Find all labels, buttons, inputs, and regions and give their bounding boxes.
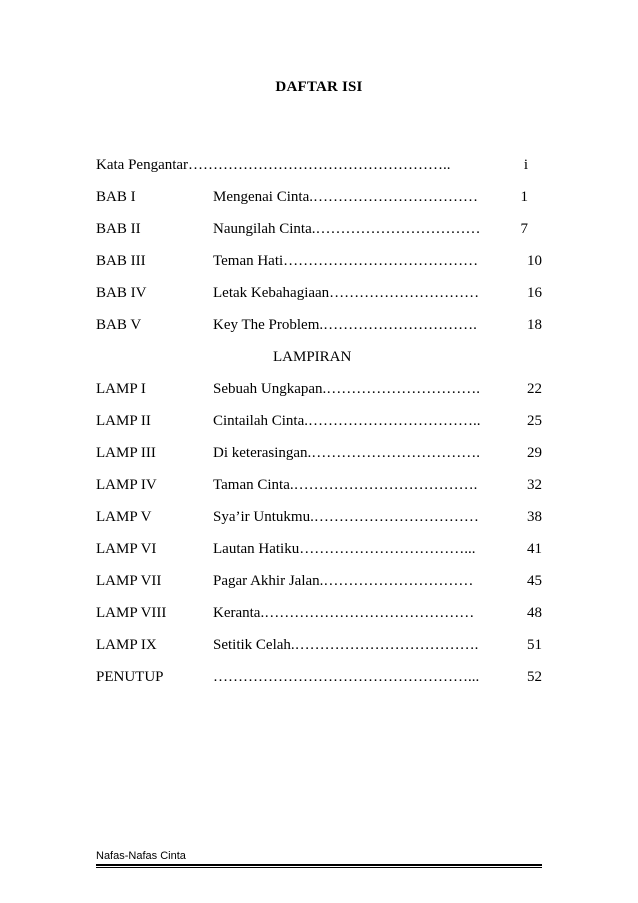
- toc-row-chapter: [96, 220, 542, 252]
- toc-chapter-label: BAB III: [96, 253, 146, 269]
- table-of-contents: [96, 156, 542, 700]
- toc-appendix-label: LAMP III: [96, 445, 156, 461]
- toc-page-number: 41: [527, 541, 542, 557]
- toc-page-number: 25: [527, 413, 542, 429]
- toc-page-number: i: [523, 157, 528, 173]
- toc-page-number: 32: [527, 477, 542, 493]
- toc-page-number: 10: [527, 253, 542, 269]
- toc-page-number: 52: [527, 669, 542, 685]
- toc-page-number: 29: [527, 445, 542, 461]
- toc-entry-title: Letak Kebahagiaan…………………………: [213, 285, 480, 301]
- toc-chapter-label: BAB II: [96, 221, 141, 237]
- toc-row-chapter: [96, 188, 542, 220]
- toc-appendix-label: LAMP I: [96, 381, 146, 397]
- toc-row-appendix: [96, 572, 542, 604]
- toc-page-number: 51: [527, 637, 542, 653]
- toc-row-appendix: [96, 476, 542, 508]
- page-title: [0, 79, 638, 96]
- toc-entry-title: Di keterasingan.…………………………….: [213, 445, 481, 461]
- toc-row-chapter: [96, 316, 542, 348]
- toc-appendix-label: LAMP II: [96, 413, 151, 429]
- toc-entry-title: Mengenai Cinta.……………………………: [213, 189, 478, 205]
- toc-entry-title: Taman Cinta.……………………………….: [213, 477, 478, 493]
- toc-entry-title: Cintailah Cinta.……………………………..: [213, 413, 481, 429]
- page-title-text: DAFTAR ISI: [275, 79, 363, 95]
- toc-row-appendix: [96, 604, 542, 636]
- toc-chapter-label: BAB IV: [96, 285, 147, 301]
- toc-entry-title: Keranta.……………………………………: [213, 605, 475, 621]
- toc-page-number: 48: [527, 605, 542, 621]
- toc-row-appendix: [96, 540, 542, 572]
- toc-page-number: 45: [527, 573, 542, 589]
- toc-appendix-label: LAMP VIII: [96, 605, 167, 621]
- toc-entry-title: Kata Pengantar……………………………………………..: [96, 157, 451, 173]
- toc-entry-title: Naungilah Cinta.……………………………: [213, 221, 481, 237]
- toc-page-number: 18: [527, 317, 542, 333]
- toc-row-closing: [96, 668, 542, 700]
- toc-page-number: 1: [520, 189, 528, 205]
- toc-row-appendix: [96, 508, 542, 540]
- toc-page-number: 16: [527, 285, 542, 301]
- toc-page-number: 22: [527, 381, 542, 397]
- toc-entry-title: ……………………………………………...: [213, 669, 480, 685]
- appendix-heading-text: LAMPIRAN: [273, 349, 352, 365]
- toc-row-chapter: [96, 252, 542, 284]
- toc-row-chapter: [96, 284, 542, 316]
- toc-appendix-label: LAMP V: [96, 509, 152, 525]
- toc-row-appendix: [96, 444, 542, 476]
- toc-chapter-label: BAB I: [96, 189, 136, 205]
- toc-entry-title: Sebuah Ungkapan.………………………….: [213, 381, 481, 397]
- toc-row-appendix: [96, 412, 542, 444]
- toc-entry-title: Teman Hati…………………………………: [213, 253, 479, 269]
- toc-page-number: 38: [527, 509, 542, 525]
- toc-chapter-label: BAB V: [96, 317, 142, 333]
- toc-appendix-label: LAMP VI: [96, 541, 157, 557]
- toc-appendix-label: LAMP IV: [96, 477, 157, 493]
- toc-row-intro: [96, 156, 542, 188]
- toc-appendix-label: LAMP VII: [96, 573, 162, 589]
- toc-page-number: 7: [520, 221, 528, 237]
- toc-entry-title: Sya’ir Untukmu.……………………………: [213, 509, 479, 525]
- footer-text: Nafas-Nafas Cinta: [96, 850, 186, 862]
- toc-entry-title: Key The Problem.………………………….: [213, 317, 477, 333]
- toc-appendix-label: LAMP IX: [96, 637, 157, 653]
- toc-entry-title: Setitik Celah.……………………………….: [213, 637, 479, 653]
- toc-entry-title: Pagar Akhir Jalan.…………………………: [213, 573, 474, 589]
- toc-row-appendix: [96, 636, 542, 668]
- toc-closing-label: PENUTUP: [96, 669, 164, 685]
- toc-row-appendix: [96, 380, 542, 412]
- appendix-heading: [96, 348, 542, 380]
- footer-rule: [96, 864, 542, 868]
- toc-entry-title: Lautan Hatiku……………………………...: [213, 541, 476, 557]
